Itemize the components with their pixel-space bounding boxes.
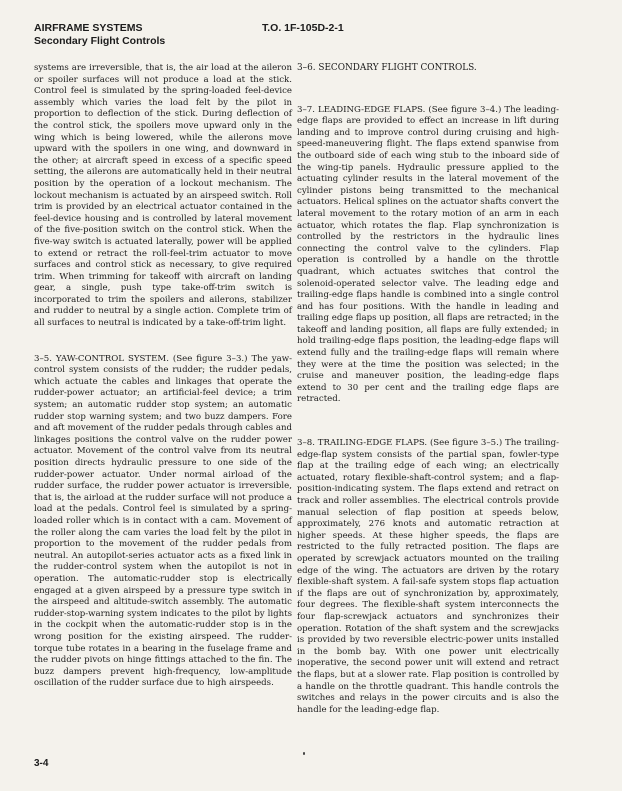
- page-number: 3-4: [34, 758, 49, 769]
- paragraph-3-8-trailing-edge-flaps: 3–8. TRAILING-EDGE FLAPS. (See figure 3–5.) The trailing-edge-flap system consists of the partial span, fowler-type flap at the trailing edge of each wing; an electrically actuated, rotary flexible-shaft-control system; and a flap-position-indicating system. The flaps extend and retract on track and roller assemblies. The electrical controls provide manual selection of flap position at speeds below, approximately, 276 knots and automatic retraction at higher speeds. At these higher speeds, the flaps are restricted to the fully retracted position. The flaps are operated by screwjack actuators mounted on the trailing edge of the wing. The actuators are driven by the rotary flexible-shaft system. A fail-safe system stops flap actuation if the flaps are out of synchronization by, approximately, four degrees. The flexible-shaft system interconnects the four flap-screwjack actuators and synchronizes their operation. Rotation of the shaft system and the screwjacks is provided by two reversible electric-power units installed in the bomb bay. With one power unit electrically inoperative, the second power unit will extend and retract the flaps, but at a slower rate. Flap position is controlled by a handle on the throttle quadrant. This handle controls the switches and relays in the power circuits and is also the handle for the leading-edge flap.: [297, 438, 559, 715]
- paragraph-3-7-leading-edge-flaps: 3–7. LEADING-EDGE FLAPS. (See figure 3–4.) The leading-edge flaps are provided to effect an increase in lift during landing and to improve control during cruising and high-speed-maneuvering flight. The flaps extend spanwise from the outboard side of each wing stub to the inboard side of the wing-tip panels. Hydraulic pressure applied to the actuating cylinder results in the lateral movement of the cylinder pistons being transmitted to the mechanical actuators. Helical splines on the actuator shafts convert the lateral movement to the rotary motion of an arm in each actuator, which rotates the flap. Flap synchronization is controlled by the restrictors in the hydraulic lines connecting the control valve to the cylinders. Flap operation is controlled by a handle on the throttle quadrant, which actuates switches that control the solenoid-operated selector valve. The leading edge and trailing-edge flaps handle is combined into a single control and has four positions. With the handle in leading and trailing edge flaps up position, all flaps are retracted; in the takeoff and landing position, all flaps are fully extended; in hold trailing-edge flaps position, the leading-edge flaps will extend fully and the trailing-edge flaps will remain where they were at the time the position was selected; in the cruise and maneuver position, the leading-edge flaps extend to 30 per cent and the trailing edge flaps are retracted.: [297, 104, 559, 405]
- right-column: [297, 63, 559, 716]
- left-column: [34, 63, 292, 690]
- section-title: AIRFRAME SYSTEMS: [34, 22, 143, 34]
- paragraph-continued: systems are irreversible, that is, the air load at the aileron or spoiler surfaces will not produce a load at the stick. Control feel is simulated by the spring-loaded feel-device assembly which varies the load felt by the pilot in proportion to deflection of the stick. During deflection of the control stick, the spoilers move upward only in the wing which is being lowered, while the ailerons move upward with the spoilers in one wing, and downward in the other; at aircraft speed in excess of a specific speed setting, the ailerons are automatically held in their neutral position by the operation of a lockout mechanism. The lockout mechanism is actuated by an airspeed switch. Roll trim is provided by an electrical actuator contained in the feel-device housing and is controlled by lateral movement of the five-position switch on the control stick. When the five-way switch is actuated laterally, power will be applied to extend or retract the roll-feel-trim actuator to move surfaces and control stick as necessary, to give required trim. When trimming for takeoff with aircraft on landing gear, a single, push type take-off-trim switch is incorporated to trim the spoilers and ailerons, stabilizer and rudder to neutral by a single action. Complete trim of all surfaces to neutral is indicated by a take-off-trim light.: [34, 63, 292, 329]
- running-header: [34, 22, 165, 48]
- print-speck: [303, 752, 305, 755]
- paragraph-3-5-yaw-control: 3–5. YAW-CONTROL SYSTEM. (See figure 3–3.) The yaw-control system consists of the rudder; the rudder pedals, which actuate the cables and linkages that operate the rudder-power actuator; an artificial-feel device; a trim system; an automatic rudder stop system; an automatic rudder stop warning system; and two buzz dampers. Fore and aft movement of the rudder pedals through cables and linkages positions the control valve on the rudder power actuator. Movement of the control valve from its neutral position directs hydraulic pressure to one side of the rudder-power actuator. Under normal airload of the rudder surface, the rudder power actuator is irreversible, that is, the airload at the rudder surface will not produce a load at the pedals. Control feel is simulated by a spring-loaded roller which is in contact with a cam. Movement of the roller along the cam varies the load felt by the pilot in proportion to the movement of the rudder pedals from neutral. An autopilot-series actuator acts as a fixed link in the rudder-control system when the autopilot is not in operation. The automatic-rudder stop is electrically engaged at a given airspeed by a pressure type switch in the airspeed and altitude-switch assembly. The automatic rudder-stop-warning system indicates to the pilot by lights in the cockpit when the automatic-rudder stop is in the wrong position for the existing airspeed. The rudder-torque tube rotates in a bearing in the fuselage frame and the rudder pivots on hinge fittings attached to the fin. The buzz dampers prevent high-frequency, low-amplitude oscillation of the rudder surface due to high airspeeds.: [34, 353, 292, 689]
- heading-3-6-secondary-flight-controls: 3–6. SECONDARY FLIGHT CONTROLS.: [297, 63, 477, 73]
- section-subtitle: Secondary Flight Controls: [34, 35, 166, 47]
- doc-number: T.O. 1F-105D-2-1: [262, 22, 344, 34]
